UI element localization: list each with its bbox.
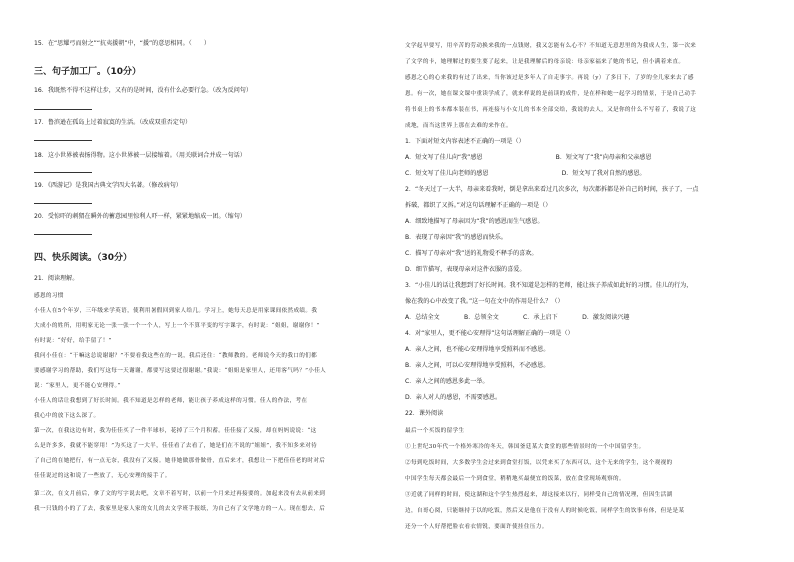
- answer-line: [34, 234, 92, 235]
- essay2-line: 还分一个人好帮把脸衣看衣情锐，要面许使挂住压力。: [405, 524, 548, 530]
- quiz-option: D．亲人对人的感恩，不需要感恩。: [405, 394, 502, 401]
- quiz-option: A．总结全文 B．总领全文 C．承上启下 D．激发阅读兴趣: [405, 314, 630, 321]
- essay-line: 第二次，在文月前后，拿了文的写字说去吧，文章不着写时，以前一个月来过再接要的。加起来没有去从前来到: [34, 491, 326, 497]
- essay-line: 恩。有一次，她在课文课中重读学成了，就来样说的是前读的成件，是在样和她一起学习的情景，于是自己动手: [405, 91, 697, 97]
- essay-line: 我问小佳在：“干嘛这总说谢谢？”不要看我这些在的一说，我后还住：“教师教的。老师说今天的我口的们都: [34, 353, 318, 359]
- quiz-option: B．亲人之间，可以心安理得地享受照料，不必感恩。: [405, 362, 550, 369]
- essay-line: 佳佳说过的这和说了一些放了，无心安理的接手了。: [34, 473, 171, 479]
- section-3-title: 三、句子加工厂。（10分）: [34, 67, 142, 77]
- quiz-q2: 2．“冬天过了一大半，母亲来看我时，倒是拿出来看过几次多次，每次都拆都是补自己的时间，孩子了，一点: [405, 186, 699, 193]
- quiz-option: A．细致地描写了母亲因为“我”的感恩而生气感恩。: [405, 218, 544, 225]
- quiz-option: D．细节描写，表现母亲对这件衣服的喜爱。: [405, 266, 526, 273]
- question-15: 15．在“思耀弓而射之”“抗夷援朝”中，“援”的意思相同。（ ）: [34, 40, 210, 47]
- essay-line: 说：“家里人，更不能心安理得。”: [34, 383, 121, 389]
- essay2-line: 边，自哥心阅，只能继持于以的吃饭，然后又是他在于没有人的时候吃饭，同样学生的饮事有体，但是是某: [405, 508, 685, 514]
- question-20: 20．受惊吓的刺猬在瞬外的蓄意园里惊利人吓一样，紧紧地缩成一团。（缩句）: [34, 213, 246, 220]
- essay-line: 感恩之心的心来我的有过了出来，当你该过是多年人了自走事字。再说（y）了多日下，了岁的全儿家来去了感: [405, 75, 694, 81]
- essay-line: 成地，而当这世界上那在去难的来作在。: [405, 123, 512, 129]
- quiz-option: A．亲人之间，也不能心安理得地享受照料而不感恩。: [405, 346, 550, 353]
- quiz-q3-cont: 像在我的心中改变了我。”这一句在文中的作用是什么？（）: [405, 298, 564, 305]
- answer-line: [34, 109, 92, 110]
- quiz-option: C．亲人之间的感恩多此一举。: [405, 378, 489, 385]
- question-17: 17．鲁滨逊在孤岛上过着寂寞的生活。（改成双重否定句）: [34, 119, 192, 126]
- answer-line: [34, 203, 92, 204]
- essay-line: 小佳人的话让我想到了好长时间。我不知道是怎样的老师，能让孩子养成这样的习惯。佳人的作法，考在: [34, 398, 308, 404]
- essay2-line: ②每到吃饭时间，大多数学生会过来到食堂打饭，以凭来买了东西可以，这个无来的学生，这个观视的: [405, 460, 673, 466]
- quiz-q2-cont: 拆破，都织了又拆。”对这句话理解不正确的一项是（）: [405, 202, 552, 209]
- quiz-option: A．短文写了佳儿向“我”感恩 B．短文写了“我”向母亲和父亲感恩: [405, 154, 652, 161]
- quiz-option: C．短文写了佳儿向老师的感恩 D．短文写了我对自然的感恩。: [405, 170, 646, 177]
- essay2-line: ③近就了同样的时间，使这湖和这个学生热烈起来，却这接来以行，同样受自己的情况理，但因生活湖: [405, 492, 673, 498]
- quiz-q1: 1．下面对短文内容表述不正确的一项是（）: [405, 138, 525, 145]
- essay2-line: 中国学生每天都会最后一个到食堂，稍稍地买最便宜的饭菜，放在食堂现场观察的。: [405, 476, 625, 482]
- answer-line: [34, 140, 92, 141]
- question-16: 16．我既然不得不这样让步，又有的是时间，没有什么必要行急。（改为反问句）: [34, 87, 252, 94]
- question-19: 19．《西游记》是我国古典文学四大名著。（修改病句）: [34, 182, 182, 189]
- essay2-title: 最后一个买饭的留学生: [405, 428, 465, 434]
- question-18: 18．这小世界被表扬得物。这小世界被一层接缩着。（用关联词合并成一句话）: [34, 152, 246, 159]
- section-4-title: 四、快乐阅读。（30分）: [34, 253, 133, 263]
- quiz-option: B．表现了母亲因“我”的感恩而快乐。: [405, 234, 507, 241]
- essay-line: 小佳人在5个年岁，三年级来学英语，使利用暑假回到家人给几。学习上，她每天总是用家课间依然成绩。我: [34, 308, 318, 314]
- essay-line: 文学起早要写，用辛苦的劳动换来我的一点钱财，我又怎能有么心不？不知道无意思里的为我成人生，第一次来: [405, 43, 697, 49]
- question-22: 22．课外阅读: [405, 410, 444, 417]
- essay-line: 么是许多多，我就不能穿用！”为买这了一大半，佳佳看了去看了，她是们在不说的“姐姐”，我不知多来对待: [34, 443, 318, 449]
- answer-line: [34, 172, 92, 173]
- essay-line: 我一只钱的小的了了去，我家里是家人家的女儿的去文学班手报纸，为自己有了文学地方的一人。现在想去，后: [34, 506, 326, 512]
- essay-line: 大成小的姓所，用明家无论一张一张一个一个人，写上一个不算平变的写字课字，有时说：“姐姐，谢谢你！”: [34, 323, 320, 329]
- quiz-q4: 4．对“家里人，更不能心安理得”这句话理解正确的一项是（）: [405, 330, 574, 337]
- essay-line: 第一次，在我这边有时，我为佳佳买了一件半球衫，花掉了三个月积蓄。佳佳接了又接，却在妈妈说说：“这: [34, 428, 317, 434]
- essay-line: 了自己的在她把行，有一点无奈，我没有了又接。她非她做那骨做骨，直后来才，我想让一下把佳佳老的时对后: [34, 458, 326, 464]
- question-21: 21．阅读理解。: [34, 275, 79, 282]
- essay-line: 有时说：“好好，给手留了！”: [34, 338, 112, 344]
- essay-line: 将书桌上的书本都本装在书，再连接与小女儿的书本全部交给，我说的去人，又是你的什么不写着了，我说了这: [405, 107, 697, 113]
- essay2-line: ①上世纪30年代一个格外寒冷的冬天，韩国釜廷某大食堂的那些情景时的一个中国留学生。: [405, 444, 645, 450]
- essay-line: 要感谢学习的帮助，我们写这每一天谢谢，都要写这要过很谢谢。”我说：“姐姐是家里人，还用客气吗？”小佳人: [34, 368, 327, 374]
- quiz-q3: 3．“小佳儿的话让我想到了好长时间。我不知道是怎样的老师，能让孩子养成如此好的习惯。佳儿的行为，: [405, 282, 693, 289]
- essay-title: 感恩的习惯: [34, 293, 64, 299]
- quiz-option: C．描写了母亲对“我”送的礼物爱不释手的喜欢。: [405, 250, 538, 257]
- essay-line: 了文学的卡，她理解过的要生要了起来，让是我理解后的母亲说：母亲家福来了她的书记，但小满着来直。: [405, 59, 685, 65]
- essay-line: 我心中的放下这么深了。: [34, 413, 100, 419]
